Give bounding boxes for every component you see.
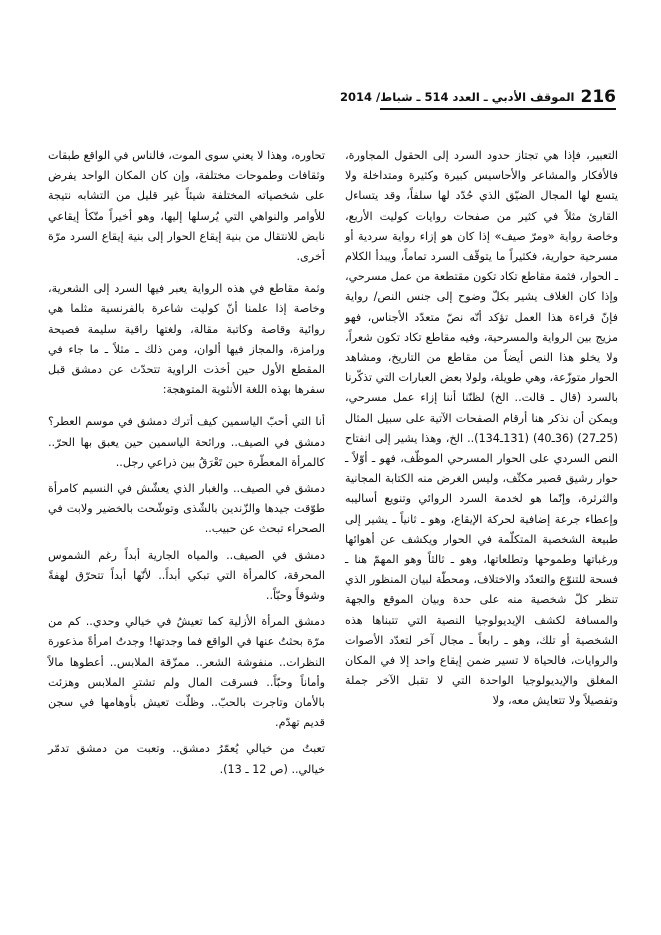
body-paragraph: وثمة مقاطع في هذه الرواية يعبر فيها السرد إلى الشعرية، وخاصة إذا علمنا أنّ كوليت شاعرة بالفرنسية مثلما هي روائية وقاصة وكاتبة مقالة، ولغتها راقية سليمة فصيحة ورامزة، والمجاز فيها ألوان، ومن ذلك ـ مثلاً ـ ما جاء في المقطع الأول حين أخذت الراوية تتحدّث عن دمشق قبل سفرها بهذه اللغة الأنثوية المتوهجة: xyxy=(48,282,325,397)
quote-paragraph: دمشق في الصيف.. والمياه الجارية أبداً رغم الشموس المحرقة، كالمرأة التي تبكي أبداً.. لأنّها أبداً تتحرّق لهفةً وشوقاً وحبّاً.. xyxy=(48,548,325,603)
body-paragraph: التعبير، فإذا هي تجتاز حدود السرد إلى الحقول المجاورة، فالأفكار والمشاعر والأحاسيس كبيرة وكثيرة ومتداخلة ولا يتسع لها المجال الضيّق الذي حُدّد لها سلفاً، وقد يتساءل القارئ مثلاً في كثير من صفحات روايات كوليت الأربع، وخاصة رواية «ومرّ صيف» إذا كان هو إزاء رواية سردية أو مسرحية حوارية، فكثيراً ما يتوقّف السرد تماماً، ويبدأ الكلام ـ الحوار، فثمة مقاطع تكاد تكون مقتطعة من عمل مسرحي، وإذا كان الغلاف يشير بكلّ وضوح إلى جنس النص/ رواية فإنّ قراءة هذا العمل تؤكد أنّه نصّ متعدّد الأجناس، فهو مزيج بين الرواية والمسرحية، وفيه مقاطع تكاد تكون شعراً، ولا يخلو هذا النص أيضاً من مقاطع من التاريخ، ومشاهد الحوار متوزّعة، وهي طويلة، ولولا بعض العبارات التي تذكّرنا بالسرد (قال ـ قالت.. الخ) لظنّنا أننا إزاء عمل مسرحي، ويمكن أن نذكر هنا أرقام الصفحات الآتية على سبيل المثال (25ـ27) (36ـ40) (131ـ134).. الخ، وهذا يشير إلى انفتاح النص السردي على الحوار المسرحي الموظّف، فهو ـ أوّلاً ـ حوار رشيق قصير مكثّف، وليس الغرض منه الكتابة المجانية والثرثرة، وإنّما هو لخدمة السرد الروائي وتنويع أساليبه وإعطاء جرعة إضافية لحركة الإيقاع، وهو ـ ثانياً ـ يشير إلى طبيعة الشخصية المتكلّمة في الحوار ويكشف عن أهوائها ورغباتها وطموحها وتطلعاتها، وهو ـ ثالثاً وهو المهمّ هنا ـ فسحة للتنوّع والتعدّد والاختلاف، ومحطّة لبيان المنظور الذي تنظر كلّ شخصية منه على حدة وبيان الموقع والجهة والمسافة لكشف الإيديولوجيا النصية التي تتبناها هذه الشخصية أو تلك، وهو ـ رابعاً ـ مجال آخر لتعدّد الأصوات والروايات، فالحياة لا تسير ضمن إيقاع واحد إلا في المكان المغلق والإيديولوجيا الواحدة التي لا تقبل الآخر جملة وتفصيلاً ولا تتعايش معه، ولا xyxy=(345,149,618,708)
quote-paragraph: دمشق في الصيف.. والغبار الذي يعشّش في النسيم كامرأة طوّقت جيدها والزّندين بالشّذى وتوشّحت بالخضير ولابت في الصحراء تبحث عن حبيب.. xyxy=(48,482,325,536)
quote-paragraph: دمشق المرأة الأزلية كما تعيشُ في خيالي وحدي.. كم من مرّة بحثتُ عنها في الواقع فما وجدتها! وجدتُ امرأةً مذعورة النظرات.. منفوشة الشعر.. ممزّقة الملابس.. أعطوها مالاً وأماناً وحبّاً.. فسرقت المال ولم تشترِ الملابس وهزئت بالأمان وتاجرت بالحبّ.. وظلّت تعيش بأوهامها في سجن قديم تهدّم. xyxy=(48,615,325,730)
right-text-column xyxy=(345,146,618,712)
running-header xyxy=(340,86,616,108)
page-number: 216 xyxy=(580,87,616,107)
quote-paragraph: أنا التي أحبّ الياسمين كيف أترك دمشق في موسم العطر؟ دمشق في الصيف.. ورائحة الياسمين حين يعبق بها الحرّ.. كالمرأة المعطّرة حين تَعْرَقُ بين ذراعي رجل.. xyxy=(48,415,325,469)
left-text-column xyxy=(48,146,325,780)
header-rule xyxy=(380,108,616,110)
quote-paragraph: تعبتُ من خيالي يُعمّرُ دمشق.. وتعبت من دمشق تدمّر خيالي.. (ص 12 ـ 13). xyxy=(48,742,325,776)
journal-issue-title: الموقف الأدبي ـ العدد 514 ـ شباط/ 2014 xyxy=(340,90,575,104)
body-paragraph: تحاوره، وهذا لا يعني سوى الموت، فالناس في الواقع طبقات وثقافات وطموحات مختلفة، وإن كان المكان الواحد يفرض على شخصياته المختلفة شيئاً غير قليل من التشابه نتيجة للأوامر والنواهي التي يُرسلها إليها، وهو أخيراً متّكأ إيقاعي نابض للانتقال من بنية إيقاع الحوار إلى بنية إيقاع السرد مرّة أخرى. xyxy=(48,149,325,264)
